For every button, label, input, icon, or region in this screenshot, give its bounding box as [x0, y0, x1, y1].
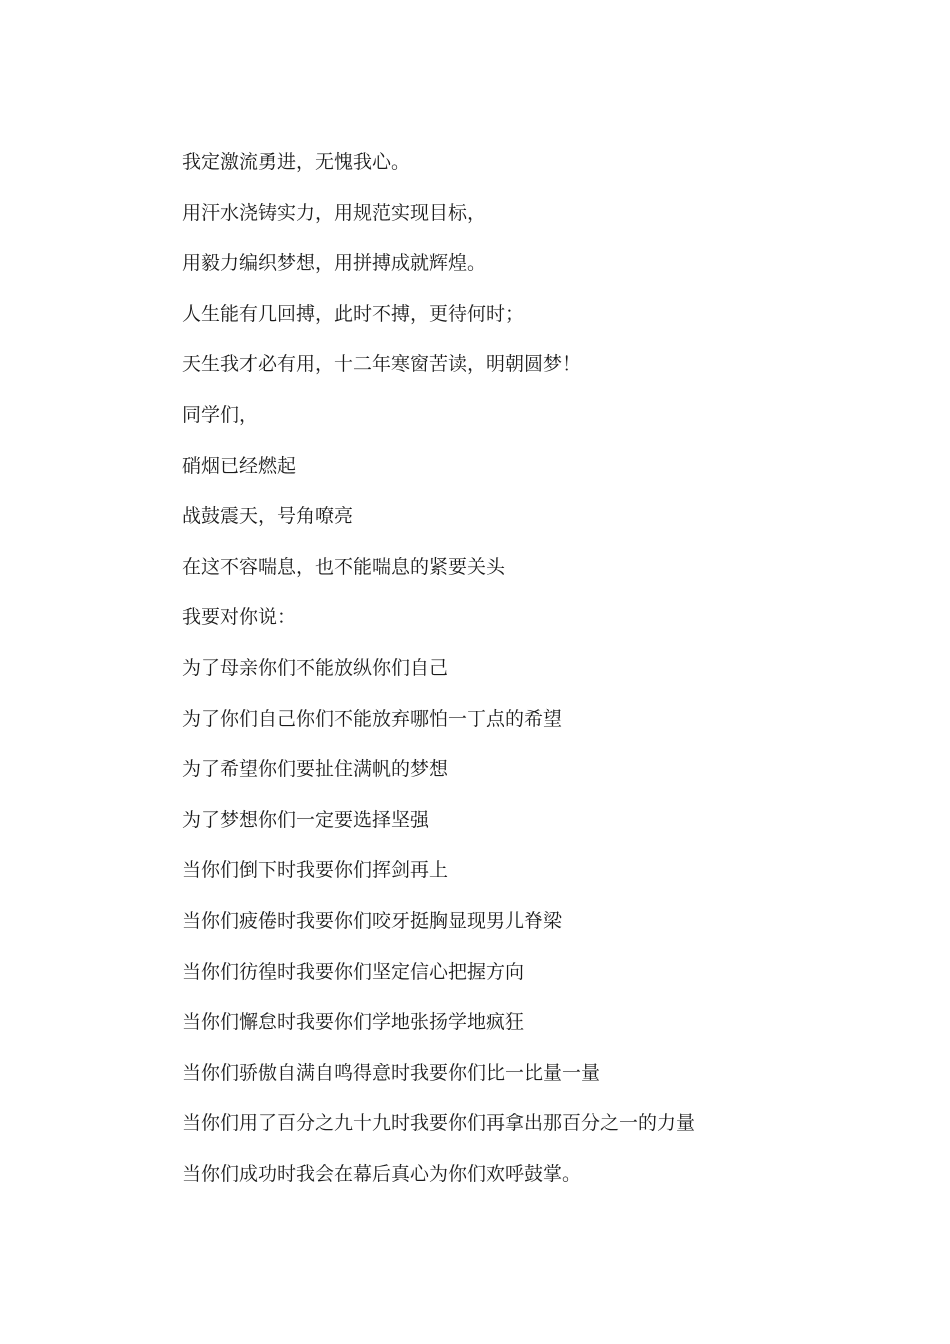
text-line: 当你们成功时我会在幕后真心为你们欢呼鼓掌。	[182, 1162, 582, 1185]
text-line: 用毅力编织梦想，用拼搏成就辉煌。	[182, 252, 487, 275]
text-line: 用汗水浇铸实力，用规范实现目标，	[182, 201, 487, 224]
text-line: 当你们彷徨时我要你们坚定信心把握方向	[182, 960, 525, 983]
text-line: 天生我才必有用，十二年寒窗苦读，明朝圆梦！	[182, 353, 582, 376]
text-line: 当你们疲倦时我要你们咬牙挺胸显现男儿脊梁	[182, 909, 563, 932]
text-line: 当你们懈怠时我要你们学地张扬学地疯狂	[182, 1011, 525, 1034]
document-body	[182, 148, 882, 1210]
text-line: 人生能有几回搏，此时不搏，更待何时；	[182, 302, 525, 325]
text-line: 我要对你说：	[182, 606, 297, 629]
text-line: 为了母亲你们不能放纵你们自己	[182, 656, 449, 679]
text-line: 硝烟已经燃起	[182, 454, 297, 477]
text-line: 为了你们自己你们不能放弃哪怕一丁点的希望	[182, 707, 563, 730]
text-line: 当你们倒下时我要你们挥剑再上	[182, 859, 449, 882]
text-line: 战鼓震天，号角嘹亮	[182, 505, 354, 528]
text-line: 同学们，	[182, 403, 259, 426]
text-line: 为了梦想你们一定要选择坚强	[182, 808, 430, 831]
text-line: 当你们骄傲自满自鸣得意时我要你们比一比量一量	[182, 1061, 601, 1084]
text-line: 当你们用了百分之九十九时我要你们再拿出那百分之一的力量	[182, 1112, 696, 1135]
text-line: 为了希望你们要扯住满帆的梦想	[182, 758, 449, 781]
text-line: 我定激流勇进，无愧我心。	[182, 151, 411, 173]
text-line: 在这不容喘息，也不能喘息的紧要关头	[182, 555, 506, 578]
